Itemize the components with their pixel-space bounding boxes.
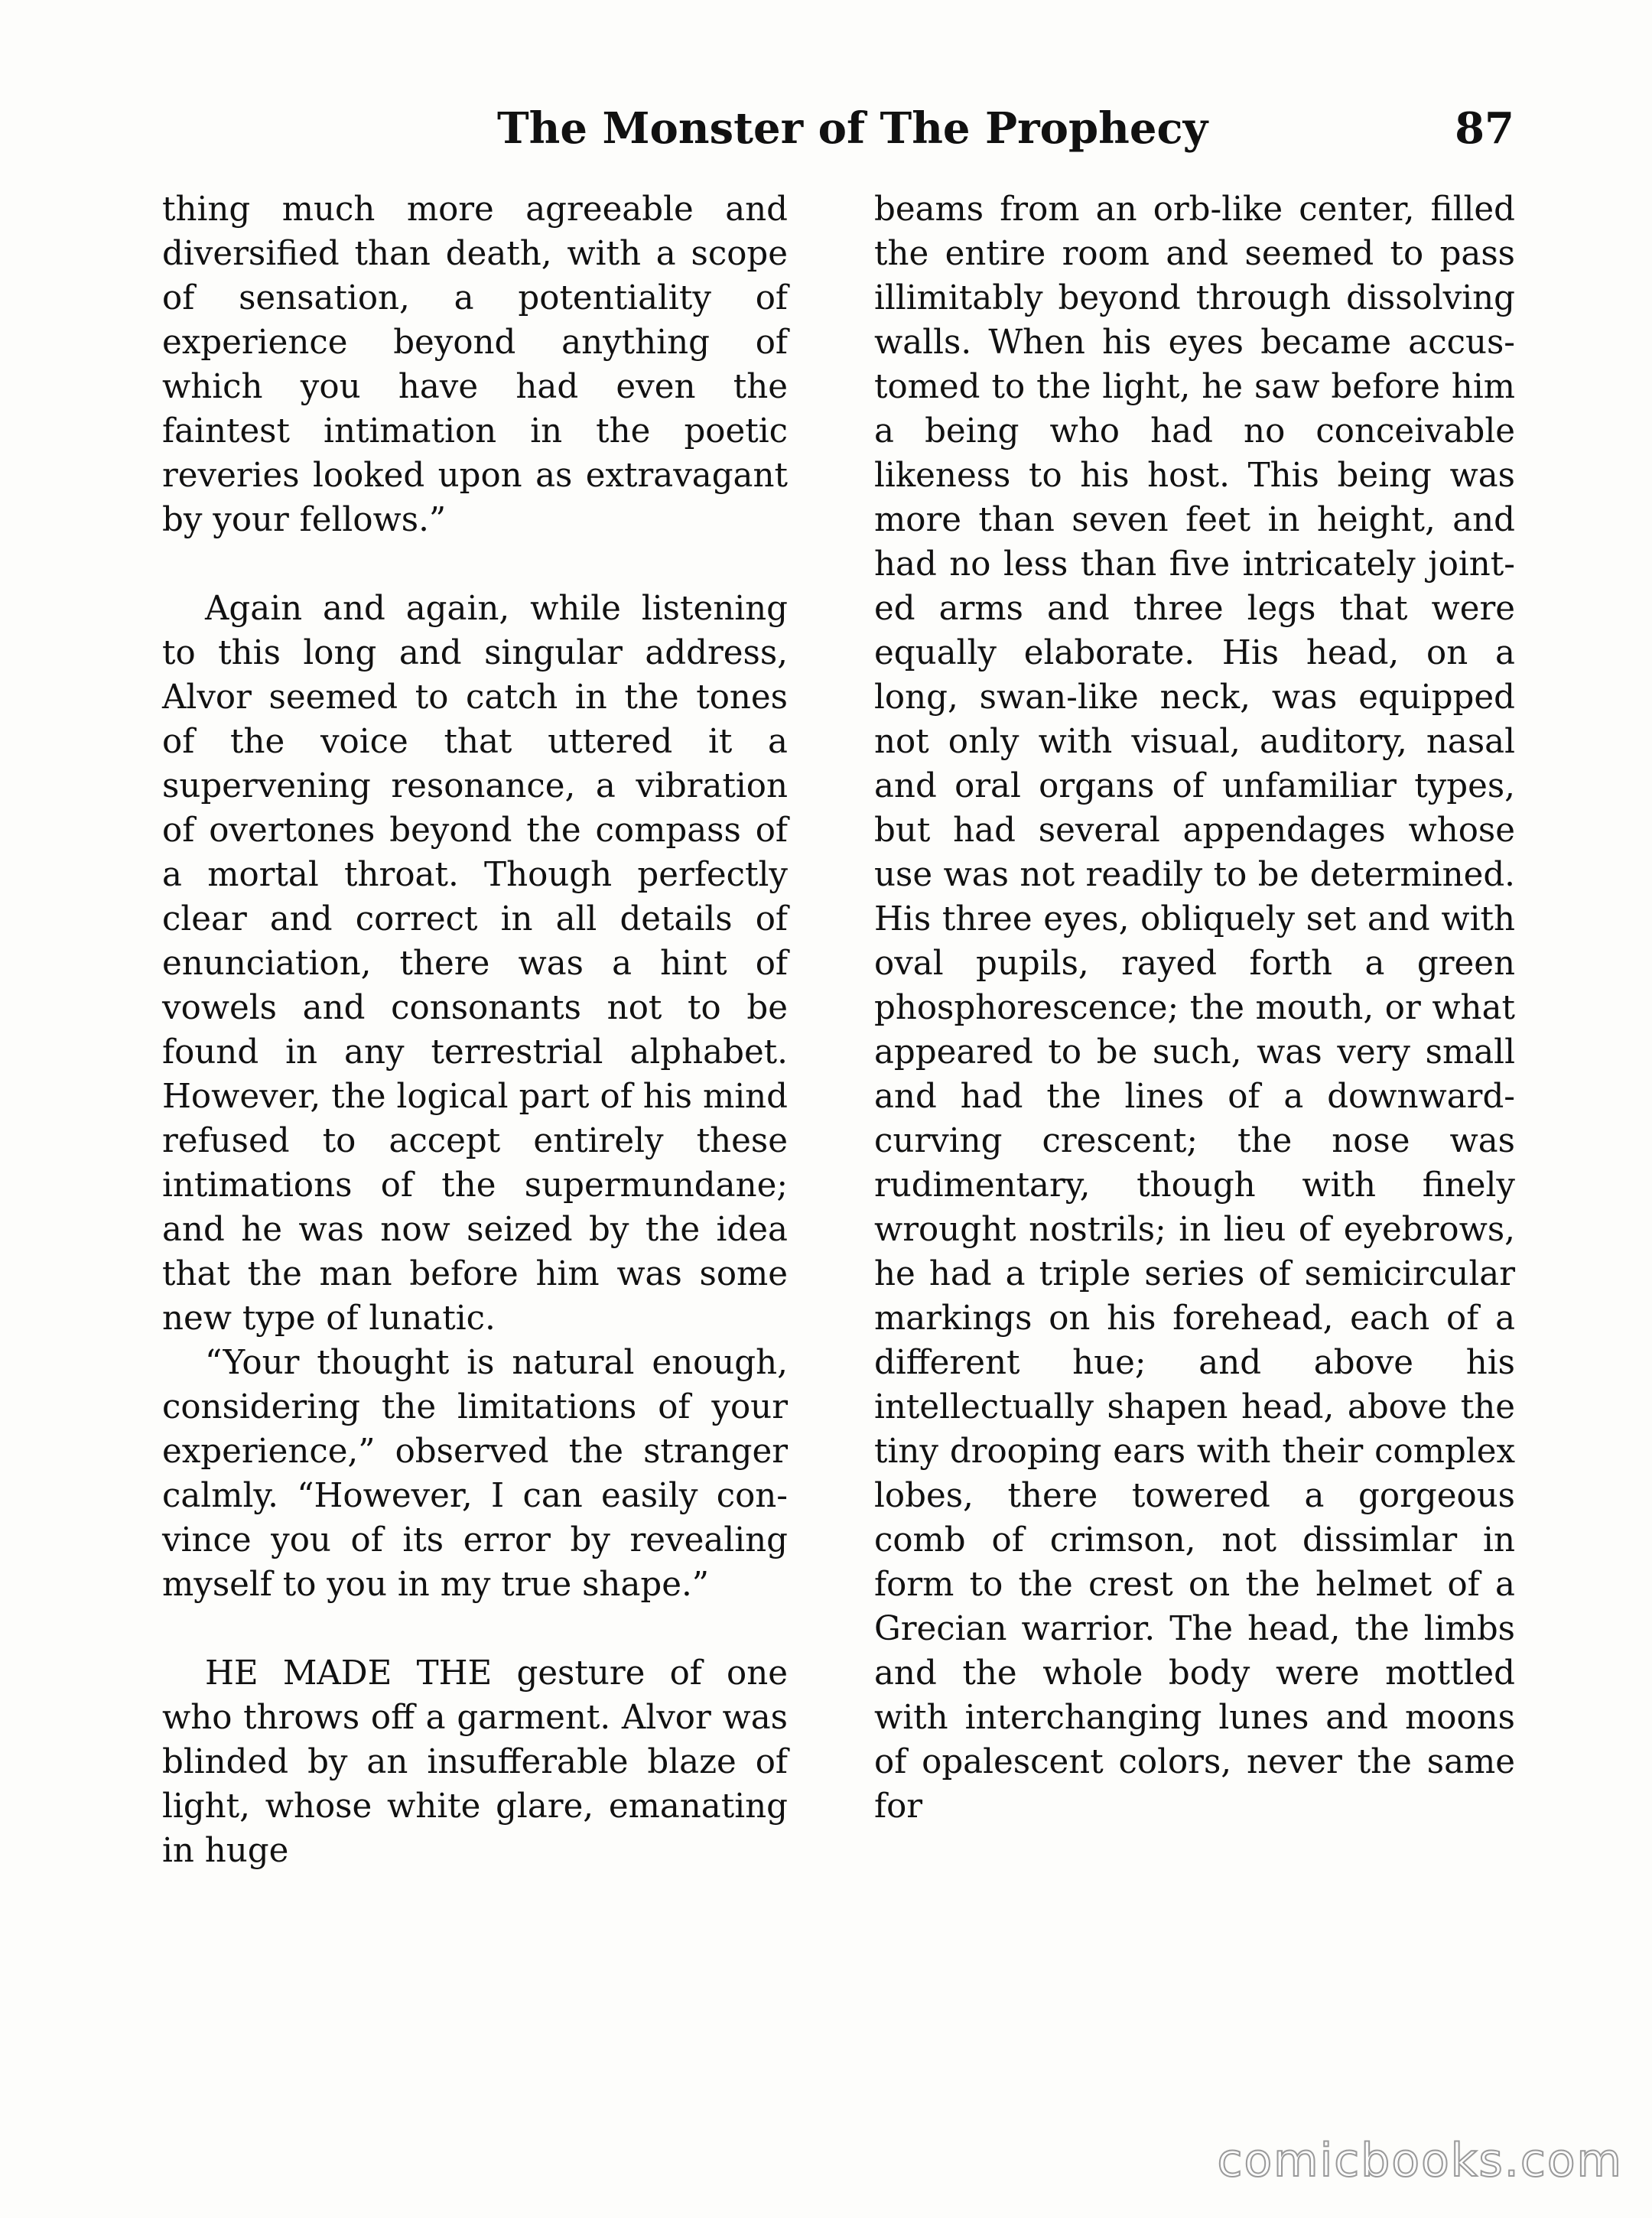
left-paragraph-2: Again and again, while listening to this long and singular address, Alvor seemed to catch in the tones of the voice that uttered it a supervening resonance, a vibration of overtones beyond the compass of a mortal throat. Though perfectly clear and correct in all details of enunciation, there was a hint of vowels and consonants not to be found in any terrestrial alphabet. However, the logical part of his mind refused to accept entirely these intimations of the supermundane; and he was now seized by the idea that the man before him was some new type of lunatic. xyxy=(162,590,788,1338)
left-paragraph-3: “Your thought is natural enough, considering the limitations of your experience,” observed the stranger calmly. “However, I can easily convince you of its error by revealing myself to you in my true shape.” xyxy=(162,1344,788,1604)
left-paragraph-1: thing much more agreeable and diversified than death, with a scope of sensation, a potentiality of experience beyond anything of which you have had even the faintest intimation in the poetic reveries looked upon as extravagant by your fellows.” xyxy=(162,190,788,539)
running-title: The Monster of The Prophecy xyxy=(497,103,1208,154)
watermark-logo: comicbooks.com xyxy=(1217,2134,1623,2187)
page-header xyxy=(497,103,1514,172)
page-number: 87 xyxy=(1455,103,1514,154)
left-text-column xyxy=(162,187,788,1873)
right-paragraph-1: beams from an orb-like center, filled the entire room and seemed to pass illimitably beyond through dissolving walls. When his eyes became accustomed to the light, he saw before him a being who had no conceivable likeness to his host. This being was more than seven feet in height, and had no less than five intricately jointed arms and three legs that were equally elaborate. His head, on a long, swan-like neck, was equipped not only with visual, auditory, nasal and oral organs of unfamiliar types, but had several appendages whose use was not readily to be determined. His three eyes, obliquely set and with oval pupils, rayed forth a green phosphorescence; the mouth, or what appeared to be such, was very small and had the lines of a downward-curving crescent; the nose was rudimentary, though with finely wrought nostrils; in lieu of eyebrows, he had a triple series of semicircular markings on his forehead, each of a different hue; and above his intellectually shapen head, above the tiny drooping ears with their complex lobes, there towered a gorgeous comb of crimson, not dissimlar in form to the crest on the helmet of a Grecian warrior. The head, the limbs and the whole body were mottled with interchanging lunes and moons of opalescent colors, never the same for xyxy=(874,190,1515,1826)
right-text-column xyxy=(874,187,1515,1829)
left-paragraph-4: HE MADE THE gesture of one who throws off a garment. Alvor was blinded by an insufferable blaze of light, whose white glare, emanating in huge xyxy=(162,1654,788,1870)
